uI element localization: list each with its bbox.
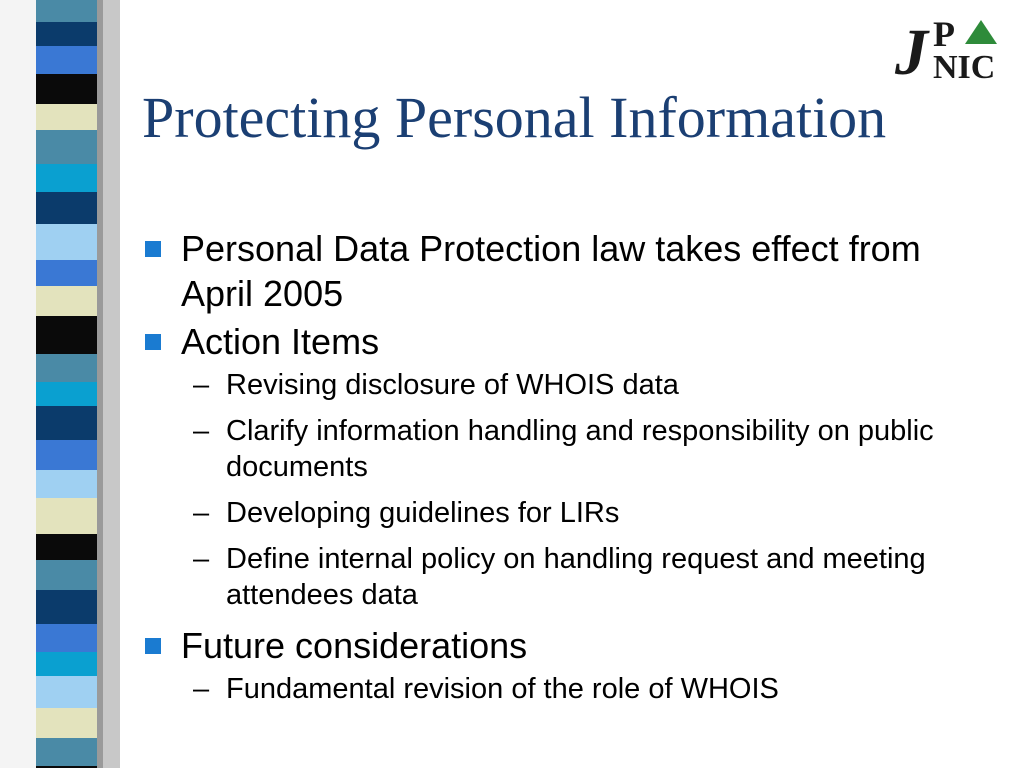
sub-bullet-text: Define internal policy on handling request and meeting attendees data bbox=[226, 543, 926, 611]
stripe-block bbox=[36, 286, 97, 316]
stripe-block bbox=[36, 738, 97, 766]
stripe-block bbox=[36, 440, 97, 470]
stripe-block bbox=[36, 104, 97, 130]
stripe-block bbox=[36, 192, 97, 224]
square-bullet-icon bbox=[145, 334, 161, 350]
stripe-block bbox=[36, 624, 97, 652]
sub-bullet-item bbox=[145, 367, 995, 403]
stripe-block bbox=[36, 260, 97, 286]
stripe-block bbox=[36, 130, 97, 164]
sub-bullet-text: Developing guidelines for LIRs bbox=[226, 497, 620, 529]
svg-text:P: P bbox=[933, 14, 955, 54]
bullet-item bbox=[145, 623, 995, 668]
slide-title: Protecting Personal Information bbox=[142, 85, 887, 150]
stripe-block bbox=[36, 534, 97, 560]
dash-marker: – bbox=[193, 369, 210, 401]
bullet-item bbox=[145, 226, 995, 316]
stripe-block bbox=[36, 164, 97, 192]
sub-bullet-item bbox=[145, 495, 995, 531]
stripe-block bbox=[36, 46, 97, 74]
stripe-block bbox=[36, 652, 97, 676]
sub-bullet-item bbox=[145, 541, 995, 613]
decorative-stripe bbox=[0, 0, 120, 768]
sub-bullet-item bbox=[145, 413, 995, 485]
svg-text:J: J bbox=[895, 16, 928, 84]
bullet-text: Personal Data Protection law takes effect from April 2005 bbox=[181, 228, 921, 314]
stripe-block bbox=[36, 74, 97, 104]
sub-bullet-text: Fundamental revision of the role of WHOIS bbox=[226, 673, 779, 705]
stripe-block bbox=[36, 316, 97, 354]
stripe-block bbox=[36, 498, 97, 534]
stripe-block bbox=[36, 224, 97, 260]
slide-body bbox=[145, 226, 995, 717]
sub-bullet-item bbox=[145, 671, 995, 707]
stripe-block bbox=[36, 382, 97, 406]
stripe-block bbox=[36, 470, 97, 498]
dash-marker: – bbox=[193, 543, 210, 575]
square-bullet-icon bbox=[145, 241, 161, 257]
dash-marker: – bbox=[193, 497, 210, 529]
stripe-block bbox=[36, 406, 97, 440]
bullet-text: Action Items bbox=[181, 321, 380, 362]
stripe-block bbox=[36, 22, 97, 46]
svg-text:NIC: NIC bbox=[933, 49, 996, 84]
stripe-block bbox=[36, 676, 97, 708]
bullet-text: Future considerations bbox=[181, 625, 528, 666]
stripe-block bbox=[36, 560, 97, 590]
stripe-block bbox=[36, 0, 97, 22]
stripe-block bbox=[36, 708, 97, 738]
sub-bullet-text: Revising disclosure of WHOIS data bbox=[226, 369, 679, 401]
stripe-block bbox=[36, 354, 97, 382]
stripe-block bbox=[36, 590, 97, 624]
bullet-item bbox=[145, 319, 995, 364]
sub-bullet-text: Clarify information handling and responsibility on public documents bbox=[226, 415, 934, 483]
dash-marker: – bbox=[193, 673, 210, 705]
square-bullet-icon bbox=[145, 638, 161, 654]
jpnic-logo bbox=[893, 12, 1011, 84]
dash-marker: – bbox=[193, 415, 210, 447]
